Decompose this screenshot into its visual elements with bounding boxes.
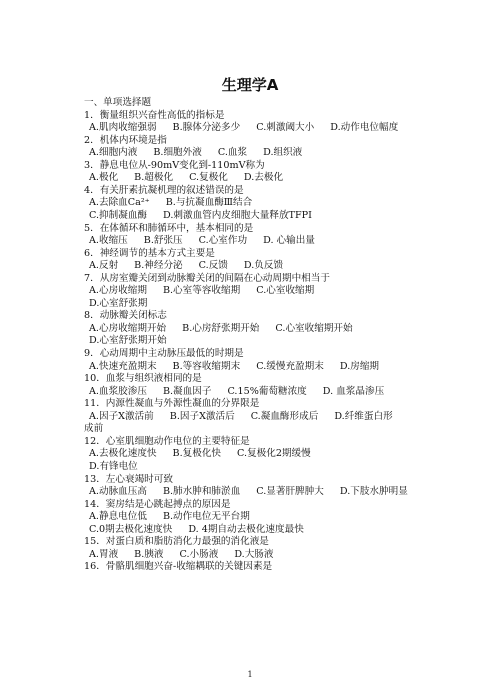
question-stem (84, 436, 250, 448)
question-stem (84, 373, 202, 385)
question-stem (84, 248, 215, 260)
option-text: B.腺体分泌多少 (172, 122, 241, 134)
option-text: D.下肢水肿明显 (339, 486, 408, 498)
option-text: A.胃液 (89, 548, 119, 560)
option-text: D.纤维蛋白形 (334, 410, 393, 422)
question-text: 15．对蛋白质和脂肪消化力最强的消化液是 (84, 536, 269, 548)
option-text: C.复极化 (189, 172, 228, 184)
answer-options (89, 524, 304, 536)
option-text: B.与抗凝血酶Ⅲ结合 (165, 197, 253, 209)
answer-options (89, 197, 252, 209)
question-stem (84, 474, 173, 486)
option-text: D. 心输出量 (263, 235, 315, 247)
option-text: C.刺激阈大小 (256, 122, 315, 134)
answer-options (89, 260, 283, 272)
option-text: D.去极化 (243, 172, 284, 184)
option-text: A.去除血Ca²⁺ (89, 197, 150, 209)
option-text: D.有锋电位 (89, 460, 138, 472)
question-stem (84, 561, 272, 573)
option-text: C.心室作功 (198, 235, 248, 247)
option-text: A.静息电位低 (89, 511, 147, 523)
answer-options (89, 361, 379, 373)
option-text: C.0期去极化速度快 (89, 523, 173, 535)
question-text: 5．在体循环和肺循环中，基本相同的是 (84, 222, 254, 234)
question-stem (84, 185, 244, 197)
answer-options (89, 147, 302, 159)
answer-options (89, 486, 408, 498)
page-title: 生理学A (221, 76, 279, 94)
question-text: 6．神经调节的基本方式主要是 (84, 247, 215, 259)
option-text: D. 4期自动去极化速度最快 (188, 523, 304, 535)
option-text: A.收缩压 (89, 235, 128, 247)
option-text: D.心室舒张期开始 (89, 335, 167, 347)
option-text: B.动作电位无平台期 (162, 511, 250, 523)
section-heading: 一、单项选择题 (84, 97, 152, 108)
answer-options (89, 172, 283, 184)
question-stem (84, 348, 244, 360)
question-stem (84, 273, 330, 285)
option-text: B.凝血因子 (162, 385, 212, 397)
option-text: C.抑制凝血酶 (89, 209, 148, 221)
option-text: C.显著肝脾肿大 (256, 486, 324, 498)
option-text: D.刺激血管内皮细胞大量释放TFPI (163, 209, 312, 221)
option-text: B.肺水肿和肺淤血 (162, 486, 241, 498)
option-text: A.动脉血压高 (89, 486, 147, 498)
option-text: A.因子X激活前 (89, 410, 154, 422)
answer-options (89, 461, 138, 473)
option-text: B.细胞外液 (153, 147, 202, 159)
option-text: A.快速充盈期末 (89, 360, 157, 372)
question-text: 16．骨骼肌细胞兴奋-收缩耦联的关键因素是 (84, 561, 273, 573)
option-text: B.超极化 (134, 172, 174, 184)
option-text: C.心室收缩期 (256, 285, 315, 297)
option-continuation (84, 423, 103, 435)
option-text: A.血浆胶渗压 (89, 385, 147, 397)
option-text: A.心房收缩期 (89, 285, 147, 297)
option-text: B.心房舒张期开始 (182, 322, 260, 334)
answer-options (89, 285, 314, 297)
question-stem (84, 135, 167, 147)
option-text: B.胰液 (134, 548, 164, 560)
question-text: 2．机体内环境是指 (84, 134, 167, 146)
question-text: 14．窦房结是心跳起搏点的原因是 (84, 498, 231, 510)
question-text: 13．左心衰竭时可致 (84, 473, 173, 485)
option-text: C.小肠液 (179, 548, 219, 560)
option-text: D.大肠液 (234, 548, 274, 560)
option-text: B.心室等容收缩期 (162, 285, 241, 297)
option-text: A.极化 (89, 172, 119, 184)
question-stem (84, 223, 253, 235)
option-text: C.反馈 (198, 260, 228, 272)
option-text: D.负反馈 (243, 260, 284, 272)
question-text: 3．静息电位从-90mV变化到-110mV称为 (84, 159, 265, 171)
question-stem (84, 160, 265, 172)
page-number: 1 (247, 670, 253, 679)
option-text: C.复极化2期缓慢 (237, 448, 311, 460)
answer-options (89, 448, 311, 460)
answer-options (89, 335, 167, 347)
option-text: B.舒张压 (143, 235, 183, 247)
answer-options (89, 122, 398, 134)
answer-options (89, 549, 274, 561)
question-text: 12．心室肌细胞动作电位的主要特征是 (84, 435, 250, 447)
option-text: A.心房收缩期开始 (89, 322, 167, 334)
question-stem (84, 110, 224, 122)
answer-options (89, 298, 147, 310)
question-stem (84, 499, 231, 511)
question-text: 7．从房室瓣关闭到动脉瓣关闭的间隔在心动周期中相当于 (84, 272, 330, 284)
option-text: B.神经分泌 (134, 260, 183, 272)
option-text: C.血浆 (217, 147, 248, 159)
question-stem (84, 536, 269, 548)
answer-options (89, 210, 312, 222)
answer-options (89, 511, 250, 523)
question-text: 1．衡量组织兴奋性高低的指标是 (84, 109, 225, 121)
option-text: D.心室舒张期 (89, 297, 148, 309)
option-text: A.去极化速度快 (89, 448, 157, 460)
option-text: C.缓慢充盈期末 (256, 360, 324, 372)
option-text: C.心室收缩期开始 (275, 322, 353, 334)
option-text: B.等容收缩期末 (172, 360, 241, 372)
question-text: 10．血浆与组织液相同的是 (84, 373, 202, 385)
option-text: D.动作电位幅度 (330, 122, 399, 134)
option-text: C.凝血酶形成后 (250, 410, 319, 422)
answer-options (89, 235, 315, 247)
option-text: A.细胞内液 (89, 147, 138, 159)
option-text: A.肌肉收缩强弱 (89, 122, 157, 134)
answer-options (89, 323, 353, 335)
option-text: D.组织液 (263, 147, 303, 159)
option-text: B.复极化快 (172, 448, 222, 460)
option-text: C.15%葡萄糖浓度 (227, 385, 307, 397)
question-text: 8．动脉瓣关闭标志 (84, 310, 167, 322)
option-text: A.反射 (89, 260, 119, 272)
question-text: 9．心动周期中主动脉压最低的时期是 (84, 348, 244, 359)
answer-options (89, 411, 393, 423)
question-text: 4．有关肝素抗凝机理的叙述错误的是 (84, 184, 244, 196)
option-text: D. 血浆晶渗压 (322, 385, 385, 397)
question-stem (84, 310, 167, 322)
answer-options (89, 386, 384, 398)
option-text: 成前 (84, 423, 104, 435)
question-text: 11．内源性凝血与外源性凝血的分界限是 (84, 398, 260, 410)
option-text: B.因子X激活后 (169, 410, 235, 422)
option-text: D.房缩期 (339, 360, 380, 372)
question-stem (84, 398, 259, 410)
